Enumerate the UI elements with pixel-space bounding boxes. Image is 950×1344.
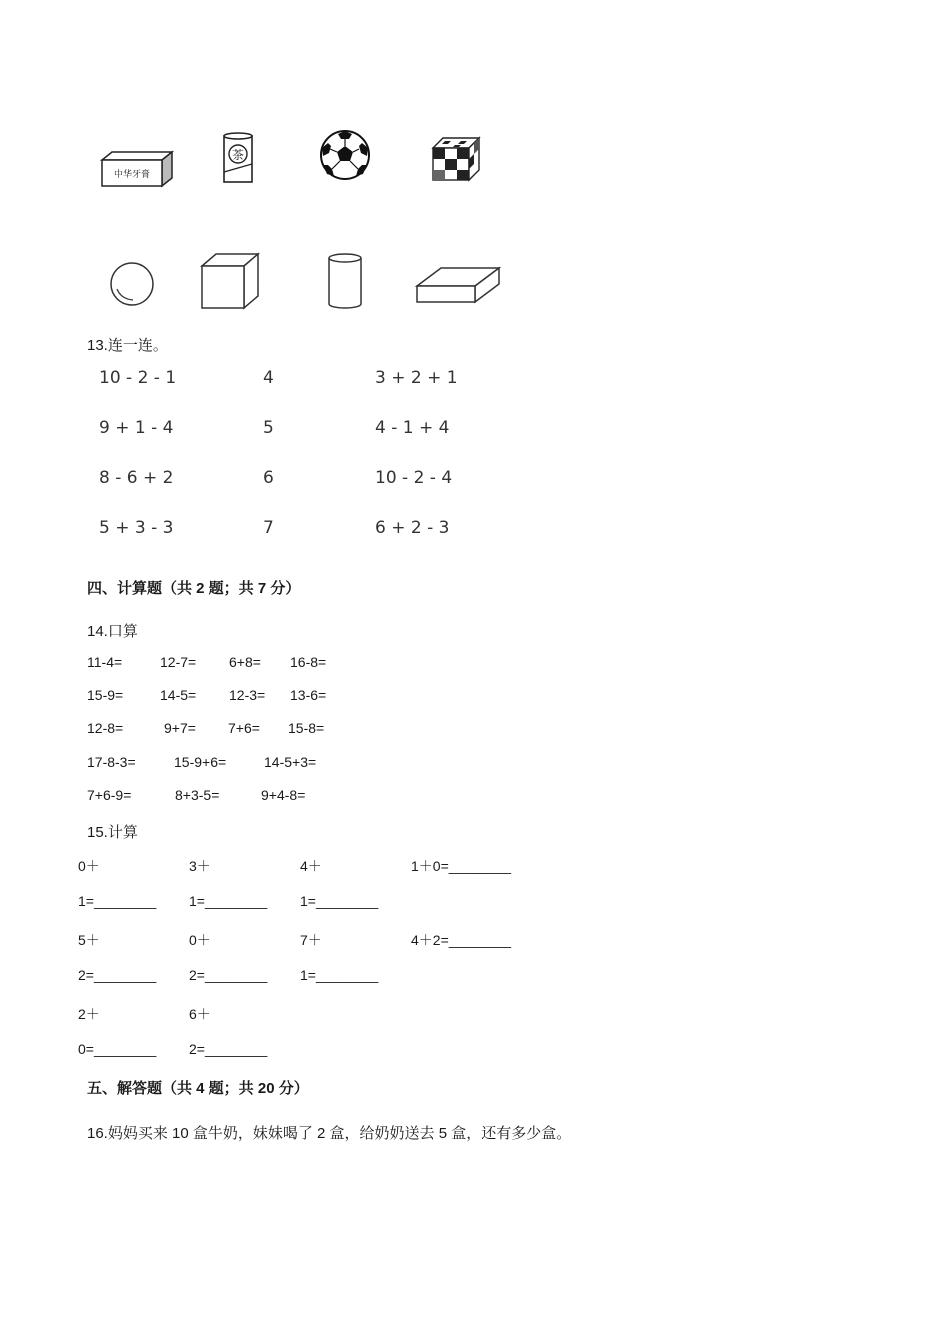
q15-item[interactable]: 4＋2=________ <box>411 932 512 948</box>
q14-item: 7+6= <box>228 720 260 736</box>
q14-item: 14-5+3= <box>264 754 317 770</box>
tea-can-picture <box>222 132 254 186</box>
q14-item: 17-8-3= <box>87 754 136 770</box>
q13-left-expr[interactable]: 5 + 3 - 3 <box>99 518 174 538</box>
q16-text: 16.妈妈买来 10 盒牛奶，妹妹喝了 2 盒，给奶奶送去 5 盒，还有多少盒。 <box>87 1125 572 1142</box>
q15-item: 4＋ <box>300 858 322 874</box>
q14-item: 14-5= <box>160 687 197 703</box>
q15-item: 2＋ <box>78 1006 100 1022</box>
toothpaste-label: 中华牙膏 <box>113 170 151 180</box>
q14-item: 13-6= <box>290 687 327 703</box>
q15-item: 0＋ <box>78 858 100 874</box>
q14-item: 12-7= <box>160 654 197 670</box>
rubik-cube-picture <box>431 136 481 182</box>
q15-item: 5＋ <box>78 932 100 948</box>
cube-shape <box>200 252 260 310</box>
q15-item[interactable]: 2=________ <box>189 1041 268 1057</box>
q14-item: 6+8= <box>229 654 261 670</box>
q14-item: 8+3-5= <box>175 787 220 803</box>
q15-item: 7＋ <box>300 932 322 948</box>
q15-item[interactable]: 2=________ <box>189 967 268 983</box>
soccer-ball-picture <box>319 129 371 181</box>
q15-item[interactable]: 1＋0=________ <box>411 858 512 874</box>
q15-item[interactable]: 2=________ <box>78 967 157 983</box>
sphere-shape <box>109 261 155 307</box>
q13-right-expr[interactable]: 10 - 2 - 4 <box>375 468 453 488</box>
q13-right-expr[interactable]: 6 + 2 - 3 <box>375 518 450 538</box>
q14-item: 15-9= <box>87 687 124 703</box>
toothpaste-box-picture <box>100 150 176 190</box>
tea-label: 茶 <box>231 148 245 162</box>
q14-item: 12-3= <box>229 687 266 703</box>
q15-item[interactable]: 0=________ <box>78 1041 157 1057</box>
q15-item[interactable]: 1=________ <box>189 893 268 909</box>
q14-title: 14.口算 <box>87 623 138 640</box>
q14-item: 11-4= <box>87 654 123 670</box>
q14-item: 9+4-8= <box>261 787 306 803</box>
q15-item: 0＋ <box>189 932 211 948</box>
q13-left-expr[interactable]: 9 + 1 - 4 <box>99 418 174 438</box>
q14-item: 9+7= <box>164 720 196 736</box>
q15-item: 3＋ <box>189 858 211 874</box>
q13-middle-number[interactable]: 5 <box>263 418 274 438</box>
section5-heading: 五、解答题（共 4 题；共 20 分） <box>87 1080 309 1097</box>
q14-item: 12-8= <box>87 720 124 736</box>
q15-item[interactable]: 1=________ <box>300 893 379 909</box>
cuboid-shape <box>415 266 501 304</box>
q13-right-expr[interactable]: 3 + 2 + 1 <box>375 368 458 388</box>
q13-title: 13.连一连。 <box>87 337 168 354</box>
cylinder-shape <box>326 253 364 309</box>
section4-heading: 四、计算题（共 2 题；共 7 分） <box>87 580 301 597</box>
q13-left-expr[interactable]: 10 - 2 - 1 <box>99 368 177 388</box>
q15-item[interactable]: 1=________ <box>300 967 379 983</box>
q15-item[interactable]: 1=________ <box>78 893 157 909</box>
q14-item: 16-8= <box>290 654 327 670</box>
q13-middle-number[interactable]: 7 <box>263 518 274 538</box>
q13-right-expr[interactable]: 4 - 1 + 4 <box>375 418 450 438</box>
q14-item: 15-8= <box>288 720 325 736</box>
q14-item: 7+6-9= <box>87 787 132 803</box>
q15-item: 6＋ <box>189 1006 211 1022</box>
q13-middle-number[interactable]: 6 <box>263 468 274 488</box>
q13-left-expr[interactable]: 8 - 6 + 2 <box>99 468 174 488</box>
q15-title: 15.计算 <box>87 824 138 841</box>
q14-item: 15-9+6= <box>174 754 227 770</box>
q13-middle-number[interactable]: 4 <box>263 368 274 388</box>
